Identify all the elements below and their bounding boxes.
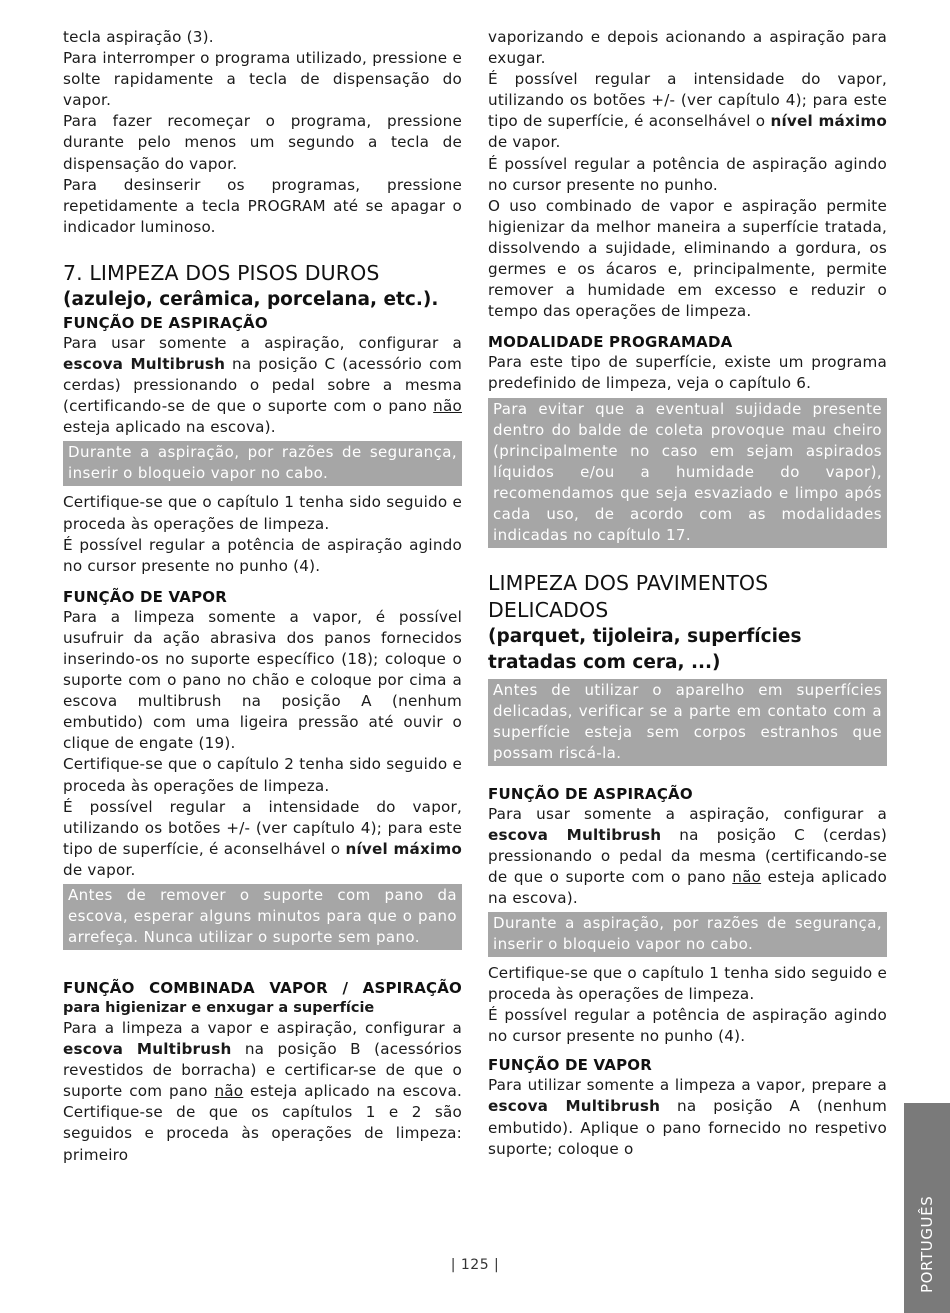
language-tab-label: PORTUGUÊS (918, 1195, 936, 1293)
paragraph: Para a limpeza a vapor e aspiração, configurar a escova Multibrush na posição B (acessórios revestidos de borracha) e certificar-se de que o suporte com pano não esteja aplicado na escova. Certifique-se de que os capítulos 1 e 2 são seguidos e proceda às operações de limpeza: primeiro (63, 1019, 462, 1164)
note-box: Antes de remover o suporte com pano da escova, esperar alguns minutos para que o pano arrefeça. Nunca utilizar o suporte sem pano. (63, 884, 462, 950)
paragraph: É possível regular a intensidade do vapor, utilizando os botões +/- (ver capítulo 4); para este tipo de superfície, é aconselhável o nível máximo de vapor. (63, 797, 463, 879)
paragraph: Para fazer recomeçar o programa, pressione durante pelo menos um segundo a tecla de dispensação do vapor. (63, 112, 462, 173)
paragraph: Certifique-se que o capítulo 2 tenha sido seguido e proceda às operações de limpeza. (63, 755, 462, 795)
language-tab (904, 1103, 950, 1313)
paragraph: Para interromper o programa utilizado, pressione e solte rapidamente a tecla de dispensação do vapor. (63, 49, 462, 110)
paragraph: Para usar somente a aspiração, configurar a escova Multibrush na posição C (acessório com cerdas) pressionando o pedal sobre a mesma (certificando-se de que o suporte com o pano não esteja aplicado na escova). (63, 333, 462, 437)
paragraph: Para desinserir os programas, pressione repetidamente a tecla PROGRAM até se apagar o indicador luminoso. (63, 175, 462, 236)
paragraph: É possível regular a potência de aspiração agindo no cursor presente no punho. (488, 154, 887, 194)
page-number: | 125 | (450, 1257, 500, 1273)
subsection-heading: MODALIDADE PROGRAMADA (488, 333, 733, 352)
subsection-heading: FUNÇÃO COMBINADA VAPOR / ASPIRAÇÃO (63, 979, 462, 997)
note-box: Para evitar que a eventual sujidade presente dentro do balde de coleta provoque mau cheiro (principalmente no caso em sejam aspirados líquidos e/ou a humidade do vapor), recomendamos que seja esvaziado e limpo após cada uso, de acordo com as modalidades indicadas no capítulo 17. (488, 398, 887, 548)
paragraph: Para utilizar somente a limpeza a vapor, prepare a escova Multibrush na posição A (nenhum embutido). Aplique o pano fornecido no respetivo suporte; coloque o (488, 1076, 887, 1158)
paragraph: Certifique-se que o capítulo 1 tenha sido seguido e proceda às operações de limpeza. (63, 493, 462, 533)
paragraph: É possível regular a intensidade do vapor, utilizando os botões +/- (ver capítulo 4); para este tipo de superfície, é aconselhável o nível máximo de vapor. (488, 70, 888, 152)
note-box: Durante a aspiração, por razões de segurança, inserir o bloqueio vapor no cabo. (63, 441, 462, 486)
paragraph: Para usar somente a aspiração, configurar a escova Multibrush na posição C (cerdas) pressionando o pedal da mesma (certificando-se de que o suporte com o pano não esteja aplicado na escova). (488, 804, 887, 907)
paragraph: Para a limpeza somente a vapor, é possível usufruir da ação abrasiva dos panos fornecidos inserindo-os no suporte específico (18); coloque o suporte com o pano no chão e coloque por cima a escova multibrush na posição A (nenhum embutido) com uma ligeira pressão até ouvir o clique de engate (19). (63, 607, 462, 753)
subsection-heading: FUNÇÃO DE ASPIRAÇÃO (488, 784, 693, 803)
subsection-subheading: para higienizar e enxugar a superfície (63, 1000, 375, 1016)
subsection-heading: FUNÇÃO DE VAPOR (63, 587, 227, 606)
note-box: Durante a aspiração, por razões de segurança, inserir o bloqueio vapor no cabo. (488, 912, 887, 957)
subsection-heading: FUNÇÃO DE VAPOR (488, 1056, 652, 1075)
paragraph: O uso combinado de vapor e aspiração permite higienizar da melhor maneira a superfície tratada, dissolvendo a sujidade, eliminando a gordura, os germes e os ácaros e, principalmente, permite remover a humidade em excesso e reduzir o tempo das operações de limpeza. (488, 196, 887, 321)
paragraph: Certifique-se que o capítulo 1 tenha sido seguido e proceda às operações de limpeza. (488, 963, 887, 1004)
section-title: 7. LIMPEZA DOS PISOS DUROS (63, 260, 380, 285)
section-subtitle: (azulejo, cerâmica, porcelana, etc.). (63, 288, 439, 310)
note-box: Antes de utilizar o aparelho em superfícies delicadas, verificar se a parte em contato com a superfície esteja sem corpos estranhos que possam riscá-la. (488, 679, 887, 766)
subsection-heading: FUNÇÃO DE ASPIRAÇÃO (63, 313, 268, 332)
section-subtitle: (parquet, tijoleira, superfícies tratadas com cera, ...) (488, 625, 802, 673)
paragraph: É possível regular a potência de aspiração agindo no cursor presente no punho (4). (488, 1006, 887, 1046)
section-title: LIMPEZA DOS PAVIMENTOS DELICADOS (488, 570, 769, 622)
paragraph: É possível regular a potência de aspiração agindo no cursor presente no punho (4). (63, 535, 462, 575)
paragraph: vaporizando e depois acionando a aspiração para exugar. (488, 28, 887, 68)
paragraph: Para este tipo de superfície, existe um programa predefinido de limpeza, veja o capítulo 6. (488, 353, 887, 393)
left-column (63, 27, 462, 1166)
paragraph: tecla aspiração (3). (63, 28, 214, 46)
right-column (488, 27, 887, 1160)
